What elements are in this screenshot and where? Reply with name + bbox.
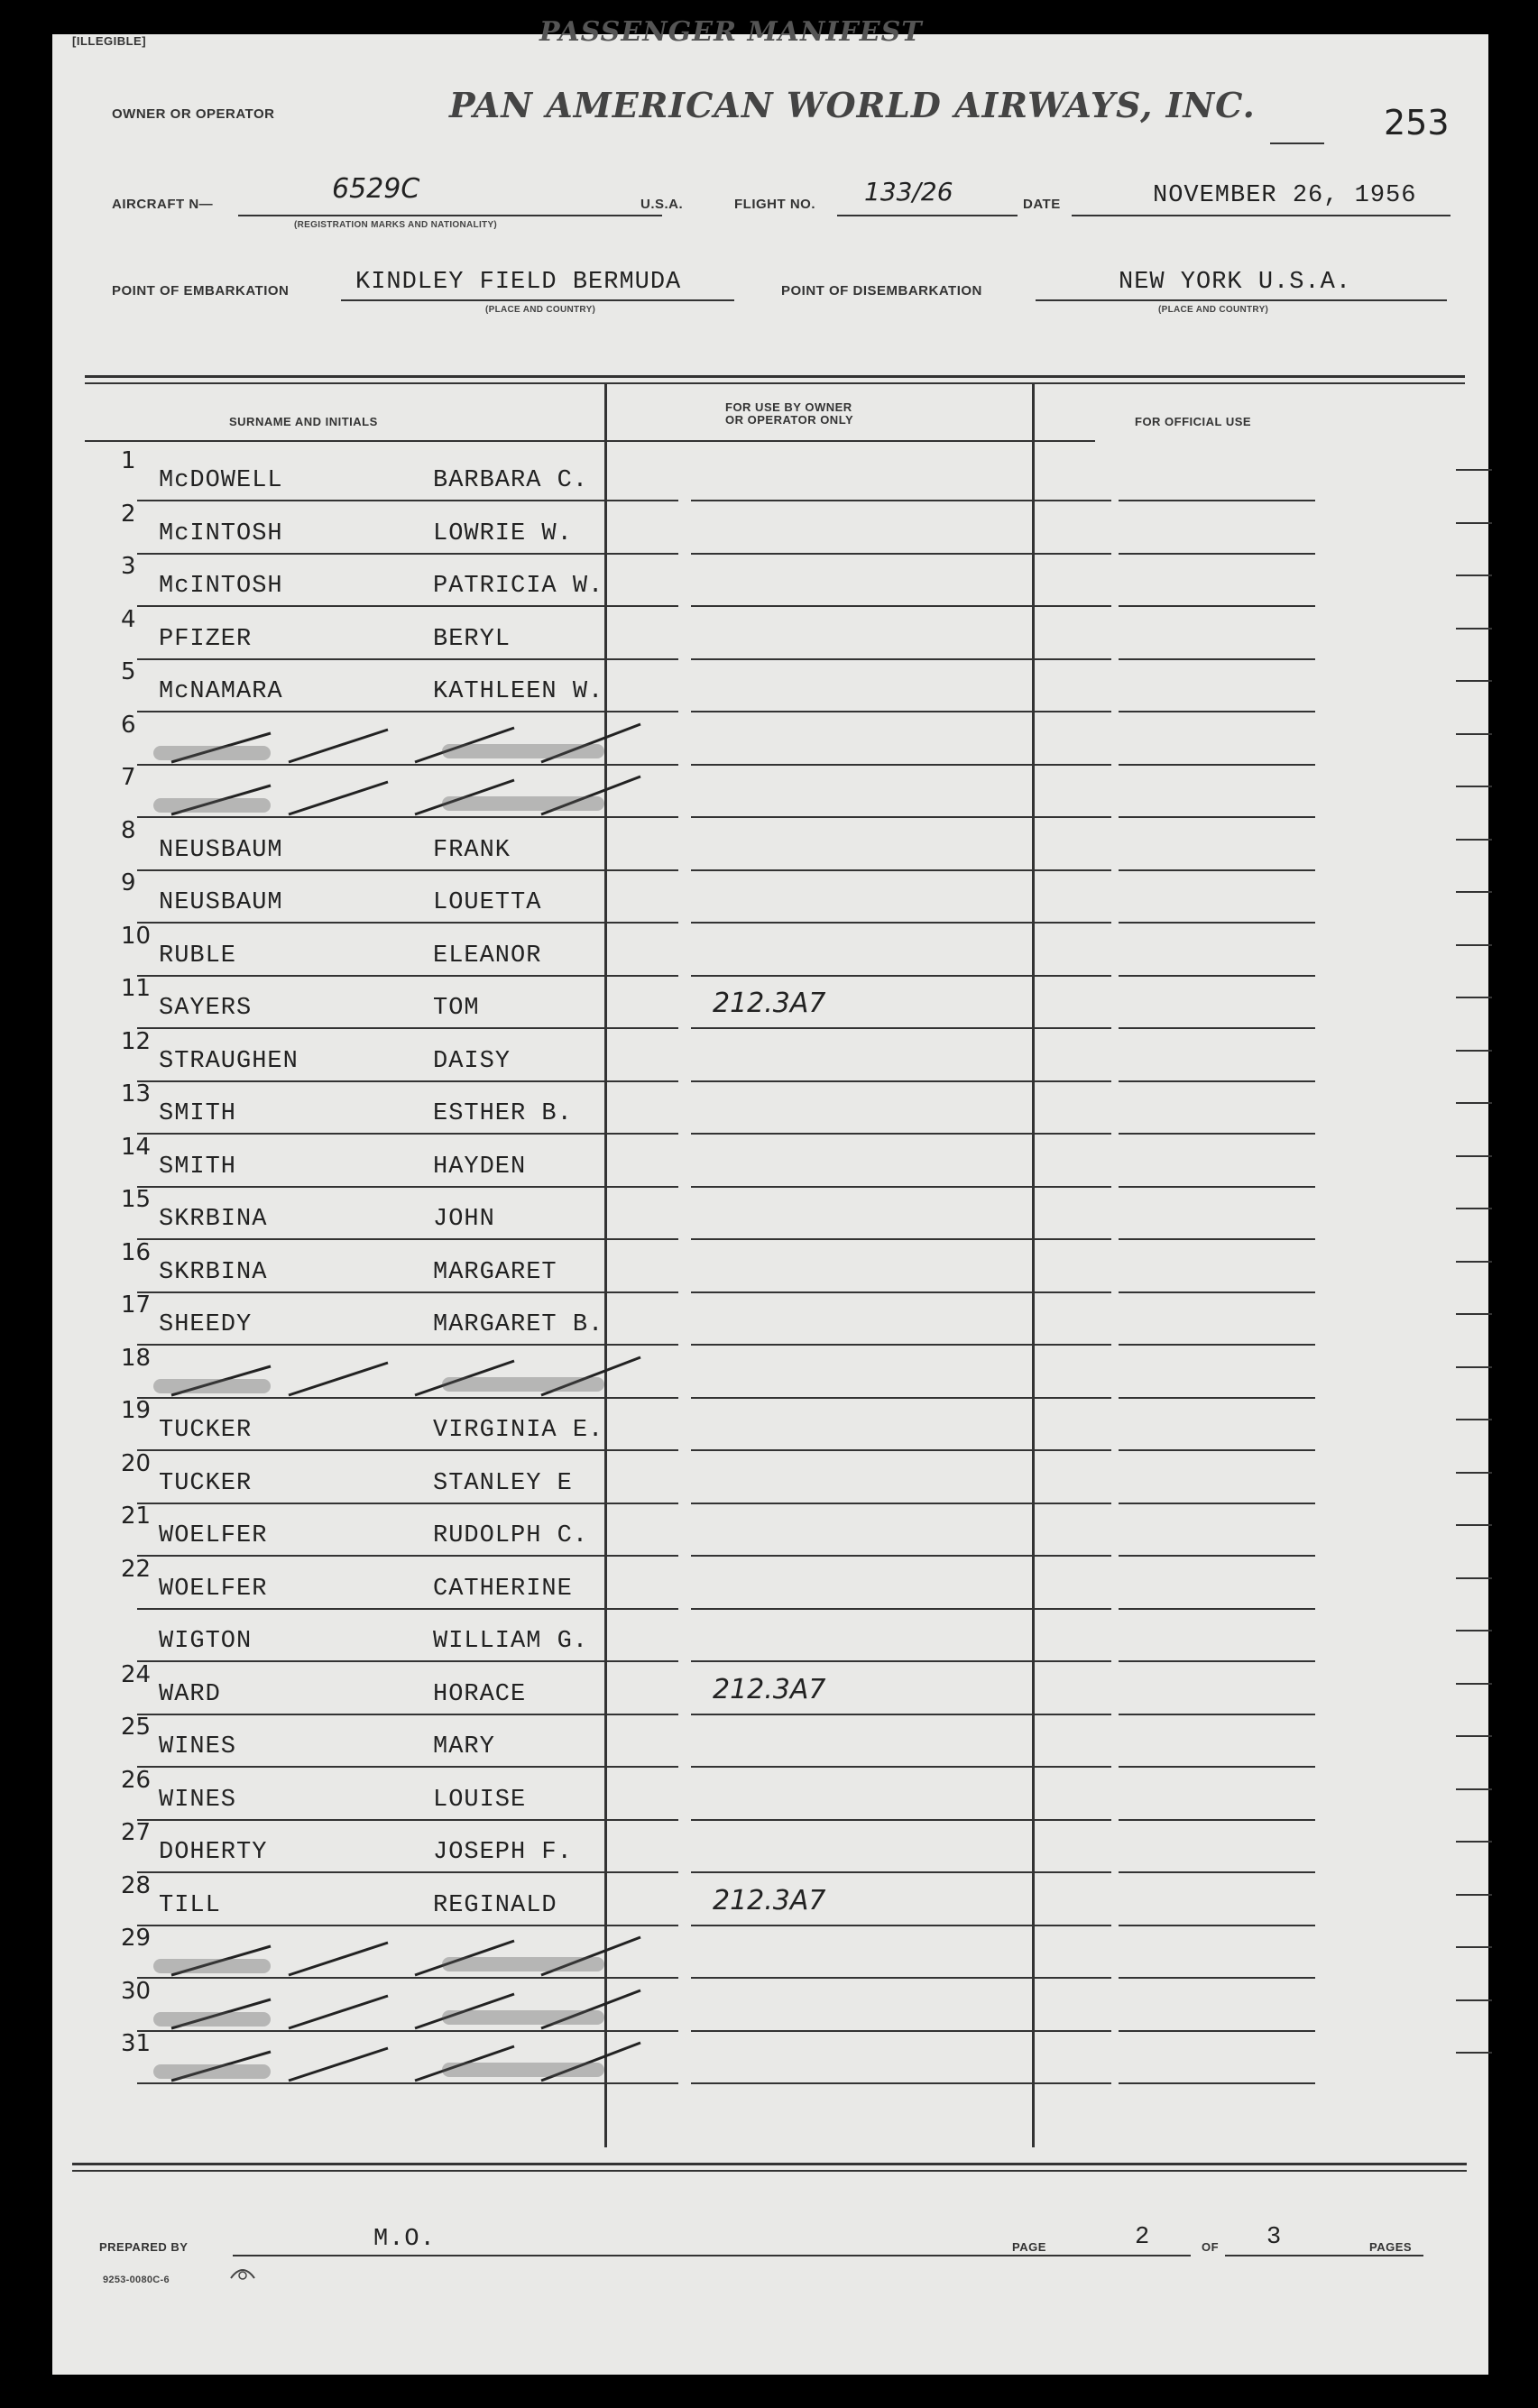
passenger-given-name: REGINALD <box>433 1891 557 1919</box>
disembark-value: NEW YORK U.S.A. <box>1119 269 1352 296</box>
row-rule <box>1456 997 1492 998</box>
passenger-surname: NEUSBAUM <box>159 836 283 864</box>
passenger-surname: WIGTON <box>159 1628 253 1655</box>
table-bottom-rule <box>72 2163 1467 2165</box>
table-row <box>81 1450 1490 1504</box>
row-rule <box>1456 1102 1492 1104</box>
table-row <box>81 869 1490 924</box>
disembark-label: POINT OF DISEMBARKATION <box>781 283 982 299</box>
row-number: 10 <box>121 922 152 950</box>
col-surname: SURNAME AND INITIALS <box>229 415 378 428</box>
passenger-surname: SAYERS <box>159 995 253 1022</box>
date-label: DATE <box>1023 197 1061 212</box>
column-header-rule <box>85 440 1095 442</box>
passenger-given-name: ESTHER B. <box>433 1100 573 1127</box>
redaction-smear <box>153 2012 271 2027</box>
table-row <box>81 712 1490 766</box>
aircraft-value: 6529C <box>332 173 420 205</box>
disembark-rule <box>1036 299 1447 301</box>
passenger-surname: WARD <box>159 1680 221 1708</box>
strike-line <box>289 782 388 814</box>
page-rule <box>1063 2255 1191 2256</box>
row-rule <box>1456 680 1492 682</box>
row-number: 20 <box>121 1449 152 1477</box>
redaction-smear <box>153 798 271 813</box>
prepared-value: M.O. <box>373 2226 436 2253</box>
of-value: 3 <box>1266 2224 1283 2251</box>
passenger-given-name: STANLEY E <box>433 1469 573 1497</box>
table-row <box>81 447 1490 501</box>
row-number: 29 <box>121 1925 152 1952</box>
aircraft-note: (REGISTRATION MARKS AND NATIONALITY) <box>294 220 498 230</box>
row-rule <box>1456 786 1492 787</box>
row-number: 31 <box>121 2030 152 2057</box>
passenger-surname: PFIZER <box>159 625 253 653</box>
redaction-smear <box>153 746 271 760</box>
table-row <box>81 1080 1490 1135</box>
row-rule <box>1456 2052 1492 2054</box>
owner-use-note: 212.3A7 <box>713 1884 826 1916</box>
printed-in-usa-seal-icon <box>229 2260 256 2284</box>
table-row <box>81 1397 1490 1451</box>
row-rule <box>1456 1155 1492 1157</box>
row-rule <box>1456 522 1492 524</box>
row-rule <box>1456 1366 1492 1368</box>
row-rule <box>1456 1630 1492 1631</box>
passenger-given-name: HORACE <box>433 1680 527 1708</box>
table-row <box>81 817 1490 871</box>
flight-rule <box>837 215 1018 216</box>
passenger-surname: TUCKER <box>159 1417 253 1444</box>
table-row <box>81 1925 1490 1979</box>
passenger-given-name: DAISY <box>433 1047 511 1075</box>
table-row <box>81 1556 1490 1610</box>
row-rule <box>1456 1683 1492 1685</box>
of-label: OF <box>1202 2240 1220 2254</box>
col-owner-use-2: OR OPERATOR ONLY <box>725 413 854 427</box>
date-value: NOVEMBER 26, 1956 <box>1153 182 1417 209</box>
table-row <box>81 553 1490 607</box>
row-number: 21 <box>121 1503 152 1530</box>
passenger-given-name: WILLIAM G. <box>433 1628 589 1655</box>
row-rule <box>1456 733 1492 735</box>
strike-line <box>289 730 388 762</box>
passenger-given-name: LOWRIE W. <box>433 519 573 547</box>
row-number: 24 <box>121 1660 152 1688</box>
passenger-surname: SKRBINA <box>159 1206 268 1233</box>
row-rule <box>1456 628 1492 630</box>
strike-line <box>289 1943 388 1975</box>
passenger-surname: RUBLE <box>159 942 237 970</box>
row-number: 13 <box>121 1080 152 1107</box>
passenger-given-name: KATHLEEN W. <box>433 678 604 705</box>
redaction-smear <box>442 1377 604 1392</box>
table-row <box>81 1661 1490 1715</box>
manifest-sheet <box>52 16 1488 2375</box>
passenger-given-name: RUDOLPH C. <box>433 1522 589 1549</box>
row-number: 4 <box>121 605 136 633</box>
strike-line <box>289 2048 388 2081</box>
passenger-given-name: MARY <box>433 1733 495 1760</box>
row-number: 5 <box>121 658 136 685</box>
row-rule <box>1456 1999 1492 2001</box>
table-row <box>81 606 1490 660</box>
table-row <box>81 2030 1490 2084</box>
row-rule <box>1456 1524 1492 1526</box>
passenger-surname: SHEEDY <box>159 1311 253 1338</box>
passenger-surname: STRAUGHEN <box>159 1047 299 1075</box>
passenger-given-name: MARGARET B. <box>433 1311 604 1338</box>
table-row <box>81 1714 1490 1768</box>
redaction-smear <box>442 1957 604 1971</box>
passenger-given-name: VIRGINIA E. <box>433 1417 604 1444</box>
table-row <box>81 1345 1490 1399</box>
embark-rule <box>341 299 734 301</box>
row-number: 18 <box>121 1344 152 1372</box>
passenger-surname: McNAMARA <box>159 678 283 705</box>
redaction-smear <box>442 2010 604 2025</box>
table-top-rule-2 <box>85 382 1465 384</box>
strike-line <box>289 1363 388 1395</box>
row-number: 3 <box>121 553 136 580</box>
row-number: 16 <box>121 1238 152 1266</box>
row-number: 15 <box>121 1186 152 1213</box>
passenger-given-name: JOHN <box>433 1206 495 1233</box>
table-row <box>81 1291 1490 1346</box>
passenger-surname: WOELFER <box>159 1522 268 1549</box>
row-rule <box>1456 1788 1492 1790</box>
row-rule <box>1456 1050 1492 1052</box>
embark-label: POINT OF EMBARKATION <box>112 283 290 299</box>
passenger-given-name: MARGARET <box>433 1258 557 1286</box>
row-rule <box>1456 1419 1492 1420</box>
flight-label: FLIGHT NO. <box>734 197 815 212</box>
row-rule <box>1456 1261 1492 1263</box>
form-number: 9253-0080C-6 <box>103 2275 170 2285</box>
row-rule <box>1456 469 1492 471</box>
page-number-rule <box>1270 142 1324 144</box>
table-row <box>81 1872 1490 1926</box>
row-number: 19 <box>121 1397 152 1424</box>
row-number: 28 <box>121 1871 152 1899</box>
passenger-given-name: JOSEPH F. <box>433 1839 573 1866</box>
date-rule <box>1072 215 1451 216</box>
owner-use-note: 212.3A7 <box>713 1673 826 1705</box>
table-row <box>81 1186 1490 1240</box>
passenger-given-name: PATRICIA W. <box>433 573 604 600</box>
passenger-surname: NEUSBAUM <box>159 889 283 916</box>
row-number: 25 <box>121 1714 152 1741</box>
passenger-surname: McINTOSH <box>159 573 283 600</box>
page-label: PAGE <box>1012 2240 1046 2254</box>
table-row <box>81 1767 1490 1821</box>
redaction-smear <box>442 2063 604 2077</box>
row-rule <box>1456 1946 1492 1948</box>
owner-value: PAN AMERICAN WORLD AIRWAYS, INC. <box>449 85 1256 125</box>
row-rule <box>1456 891 1492 893</box>
pages-label: PAGES <box>1369 2240 1413 2254</box>
row-rule <box>1456 1577 1492 1579</box>
table-row <box>81 764 1490 818</box>
table-row <box>81 1503 1490 1557</box>
passenger-given-name: FRANK <box>433 836 511 864</box>
table-row <box>81 1028 1490 1082</box>
table-row <box>81 658 1490 712</box>
passenger-given-name: ELEANOR <box>433 942 542 970</box>
row-number: 27 <box>121 1819 152 1846</box>
row-number: 2 <box>121 500 136 528</box>
row-rule <box>1456 1208 1492 1209</box>
row-rule <box>1456 1313 1492 1315</box>
aircraft-rule <box>238 215 662 216</box>
form-code: [ILLEGIBLE] <box>72 34 147 48</box>
prepared-label: PREPARED BY <box>99 2240 189 2254</box>
passenger-surname: SMITH <box>159 1153 237 1181</box>
table-row <box>81 1978 1490 2032</box>
disembark-note: (PLACE AND COUNTRY) <box>1158 305 1269 315</box>
passenger-surname: SMITH <box>159 1100 237 1127</box>
passenger-surname: McDOWELL <box>159 467 283 494</box>
table-row <box>81 1239 1490 1293</box>
page-value: 2 <box>1135 2224 1151 2251</box>
table-row <box>81 1608 1490 1662</box>
redaction-smear <box>153 1379 271 1393</box>
passenger-given-name: LOUETTA <box>433 889 542 916</box>
redaction-smear <box>442 744 604 758</box>
row-number: 14 <box>121 1133 152 1161</box>
usa-label: U.S.A. <box>640 197 684 212</box>
passenger-given-name: TOM <box>433 995 480 1022</box>
redaction-smear <box>153 2064 271 2079</box>
row-rule <box>691 2082 1111 2084</box>
owner-use-note: 212.3A7 <box>713 988 826 1019</box>
passenger-given-name: HAYDEN <box>433 1153 527 1181</box>
table-row <box>81 1134 1490 1188</box>
row-rule <box>1456 839 1492 841</box>
table-row <box>81 975 1490 1029</box>
passenger-surname: McINTOSH <box>159 519 283 547</box>
page-number: 253 <box>1384 103 1450 142</box>
redaction-smear <box>442 796 604 811</box>
col-owner-use-1: FOR USE BY OWNER <box>725 400 852 414</box>
row-number: 8 <box>121 816 136 844</box>
owner-label: OWNER OR OPERATOR <box>112 106 275 122</box>
row-number: 7 <box>121 764 136 791</box>
table-row <box>81 1819 1490 1873</box>
passenger-surname: WOELFER <box>159 1575 268 1603</box>
table-row <box>81 501 1490 555</box>
row-rule <box>1456 1894 1492 1896</box>
passenger-surname: WINES <box>159 1786 237 1814</box>
passenger-surname: WINES <box>159 1733 237 1760</box>
of-rule <box>1225 2255 1423 2256</box>
passenger-given-name: LOUISE <box>433 1786 527 1814</box>
row-number: 1 <box>121 447 136 474</box>
row-rule <box>1456 1841 1492 1843</box>
col-official-use: FOR OFFICIAL USE <box>1135 415 1252 428</box>
passenger-surname: DOHERTY <box>159 1839 268 1866</box>
redaction-smear <box>153 1959 271 1973</box>
passenger-surname: SKRBINA <box>159 1258 268 1286</box>
passenger-surname: TUCKER <box>159 1469 253 1497</box>
strike-line <box>289 1996 388 2028</box>
passenger-given-name: BERYL <box>433 625 511 653</box>
aircraft-label: AIRCRAFT N— <box>112 197 214 212</box>
row-rule <box>1456 944 1492 946</box>
table-top-rule <box>85 375 1465 378</box>
row-number: 9 <box>121 869 136 896</box>
row-rule <box>1456 1472 1492 1474</box>
embark-note: (PLACE AND COUNTRY) <box>485 305 596 315</box>
row-number: 11 <box>121 975 152 1002</box>
row-number: 30 <box>121 1977 152 2005</box>
row-rule <box>1119 2082 1315 2084</box>
row-number: 26 <box>121 1766 152 1794</box>
flight-value: 133/26 <box>864 177 953 207</box>
manifest-heading: PASSENGER MANIFEST <box>539 16 923 48</box>
row-number: 17 <box>121 1291 152 1319</box>
passenger-given-name: BARBARA C. <box>433 467 589 494</box>
table-bottom-rule-2 <box>72 2170 1467 2172</box>
row-number: 22 <box>121 1555 152 1583</box>
passenger-surname: TILL <box>159 1891 221 1919</box>
prepared-rule <box>233 2255 1072 2256</box>
row-rule <box>1456 1735 1492 1737</box>
row-number: 6 <box>121 711 136 739</box>
row-number: 12 <box>121 1027 152 1055</box>
row-rule <box>1456 574 1492 576</box>
table-row <box>81 923 1490 977</box>
embark-value: KINDLEY FIELD BERMUDA <box>355 269 682 296</box>
passenger-given-name: CATHERINE <box>433 1575 573 1603</box>
